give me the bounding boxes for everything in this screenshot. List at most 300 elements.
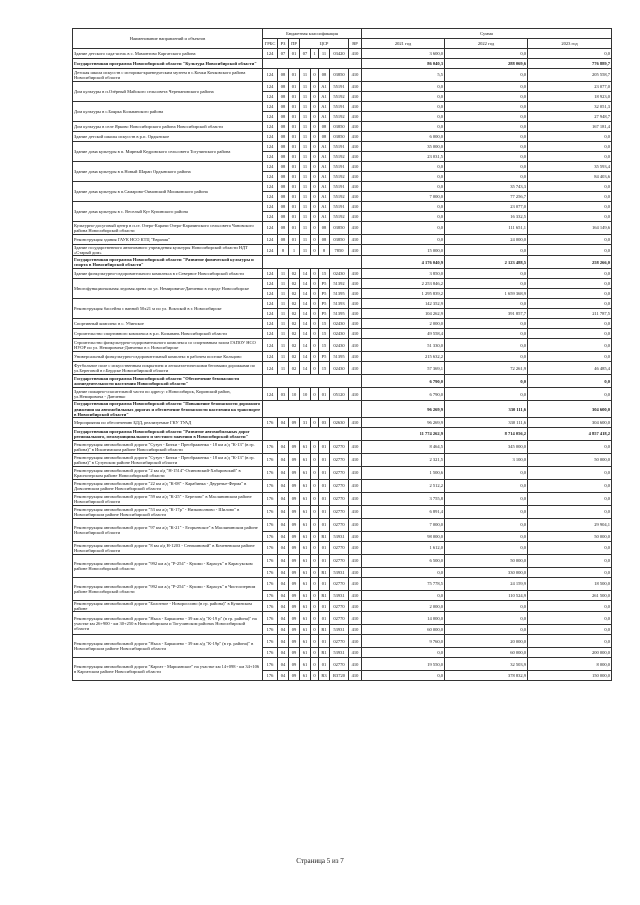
vr-cell: 410 bbox=[349, 339, 362, 352]
table-row bbox=[73, 542, 612, 555]
sum-2021-cell: 0,0 bbox=[362, 568, 445, 578]
grbs-cell: 176 bbox=[263, 658, 278, 671]
object-name: Многофункциональная ледовая арена по ул. Немировича-Данченко в городе Новосибирске bbox=[73, 279, 263, 299]
table-row bbox=[73, 245, 612, 256]
vr-cell: 410 bbox=[349, 202, 362, 212]
csr-part-cell: 01 bbox=[319, 493, 330, 506]
sum-2021-cell: 57 369,1 bbox=[362, 362, 445, 375]
grbs-cell: 176 bbox=[263, 648, 278, 658]
csr-part-cell: 55191 bbox=[330, 142, 349, 152]
sum-2022-cell: 0,0 bbox=[445, 339, 528, 352]
vr-cell: 410 bbox=[349, 658, 362, 671]
sum-2021-cell: 1 295 839,2 bbox=[362, 289, 445, 299]
sum-2021-cell: 6 000,0 bbox=[362, 132, 445, 142]
csr-part-cell: A1 bbox=[319, 142, 330, 152]
csr-part-cell: 0 bbox=[311, 648, 319, 658]
sum-2023-cell: 27 948,7 bbox=[528, 112, 612, 122]
sum-2023-cell: 0,0 bbox=[528, 192, 612, 202]
vr-cell: 410 bbox=[349, 555, 362, 568]
grbs-cell: 176 bbox=[263, 493, 278, 506]
object-name: Здание государственного автономного учреждения культуры Новосибирской области НДТ «Старый дом» bbox=[73, 245, 263, 256]
sum-2021-cell: 6 790,0 bbox=[362, 375, 445, 388]
vr-cell: 410 bbox=[349, 648, 362, 658]
object-name: Мероприятия по обеспечению БДД, реализуемые ГКУ ТУАД bbox=[73, 418, 263, 428]
sum-2023-cell: 0,0 bbox=[528, 493, 612, 506]
csr-part-cell: 53931 bbox=[330, 648, 349, 658]
grbs-cell: 176 bbox=[263, 519, 278, 532]
object-name: Реконструкция бассейна с ванной 50х21 м по ул. Вокзской в г. Новосибирске bbox=[73, 299, 263, 319]
vr-cell: 410 bbox=[349, 132, 362, 142]
sum-2021-cell: 4 176 040,9 bbox=[362, 256, 445, 269]
vr-cell: 410 bbox=[349, 601, 362, 612]
object-name: Реконструкция автомобильной дороги "Ныса - Барышево - 39 км а/д "К-19р" (в гр. района)" в Новосибирском районе Новосибирской области bbox=[73, 635, 263, 658]
csr-part-cell: 55192 bbox=[330, 212, 349, 222]
csr-part-cell: 55192 bbox=[330, 112, 349, 122]
csr-part-cell: P5 bbox=[319, 289, 330, 299]
table-row bbox=[73, 612, 612, 625]
rz-cell: 04 bbox=[278, 578, 289, 591]
csr-part-cell: 11 bbox=[300, 152, 311, 162]
vr-cell: 410 bbox=[349, 454, 362, 467]
csr-part-cell: R3720 bbox=[330, 671, 349, 681]
csr-part-cell: 51395 bbox=[330, 352, 349, 362]
object-name: Дом культуры в п.Озёрный Майского сельсовета Черепановского района bbox=[73, 82, 263, 102]
csr-part-cell: 08 bbox=[319, 122, 330, 132]
vr-cell: 410 bbox=[349, 319, 362, 329]
pr-cell: 09 bbox=[289, 418, 300, 428]
grbs-cell: 176 bbox=[263, 542, 278, 555]
pr-cell: 02 bbox=[289, 329, 300, 339]
object-name: Государственная программа Новосибирской области "Обеспечение безопасности жизнедеятельности населения Новосибирской области" bbox=[73, 375, 263, 388]
sum-2023-cell: 0,0 bbox=[528, 269, 612, 279]
rz-cell: 08 bbox=[278, 172, 289, 182]
object-name: Здание пожарно-спасательной части по адресу: г.Новосибирск, Кировский район, ул.Немировича - Данченко bbox=[73, 388, 263, 401]
sum-2021-cell: 0,0 bbox=[362, 202, 445, 212]
rz-cell: 04 bbox=[278, 591, 289, 601]
sum-2022-cell: 0,0 bbox=[445, 480, 528, 493]
empty-class-cell bbox=[263, 428, 362, 441]
csr-part-cell: 55191 bbox=[330, 102, 349, 112]
object-name: Здание физкультурно-оздоровительного комплекса в г.Северное Новосибирской области bbox=[73, 269, 263, 279]
sum-2021-cell: 60 000,0 bbox=[362, 625, 445, 635]
sum-2023-cell: 4 857 418,2 bbox=[528, 428, 612, 441]
rz-cell: 04 bbox=[278, 454, 289, 467]
sum-2023-cell: 0,0 bbox=[528, 202, 612, 212]
csr-part-cell: 61 bbox=[300, 467, 311, 480]
sum-2023-cell: 0,0 bbox=[528, 601, 612, 612]
rz-cell: 08 bbox=[278, 222, 289, 235]
object-name: Здание дома культуры в п. Мирный Кедровского сельсовета Тогучинского района bbox=[73, 142, 263, 162]
sum-2022-cell: 60 000,0 bbox=[445, 648, 528, 658]
csr-part-cell: 02770 bbox=[330, 519, 349, 532]
rz-cell: 04 bbox=[278, 506, 289, 519]
sum-2021-cell: 3 755,8 bbox=[362, 493, 445, 506]
csr-part-cell: 55191 bbox=[330, 162, 349, 172]
object-name: Строительство физкультурно-оздоровительного комплекса со спортивным залом ГАПОУ НСО НУОР по ул. Немировича-Данченко в г. Новосибирске bbox=[73, 339, 263, 352]
table-row bbox=[73, 49, 612, 59]
sum-2022-cell: 0,0 bbox=[445, 388, 528, 401]
sum-2022-cell: 391 857,7 bbox=[445, 309, 528, 319]
sum-2022-cell: 330 000,0 bbox=[445, 568, 528, 578]
pr-cell: 01 bbox=[289, 235, 300, 245]
sum-2022-cell: 0,0 bbox=[445, 92, 528, 102]
csr-part-cell: 03850 bbox=[330, 122, 349, 132]
grbs-cell: 124 bbox=[263, 152, 278, 162]
csr-part-cell: 11 bbox=[300, 102, 311, 112]
sum-2023-cell: 0,0 bbox=[528, 388, 612, 401]
sum-2023-cell: 0,0 bbox=[528, 375, 612, 388]
sum-2022-cell: 23 077,0 bbox=[445, 202, 528, 212]
rz-cell: 11 bbox=[278, 319, 289, 329]
rz-cell: 11 bbox=[278, 362, 289, 375]
sum-2023-cell: 0,0 bbox=[528, 352, 612, 362]
csr-part-cell: 03420 bbox=[330, 49, 349, 59]
rz-cell: 04 bbox=[278, 441, 289, 454]
rz-cell: 11 bbox=[278, 309, 289, 319]
object-name: Футбольное поле с искусственным покрытием и легкоатлетическими беговыми дорожками по ул.Береговой в г.Бердске Новосибирской области bbox=[73, 362, 263, 375]
csr-part-cell: 0 bbox=[311, 222, 319, 235]
table-row bbox=[73, 102, 612, 112]
csr-part-cell: A1 bbox=[319, 92, 330, 102]
sum-2022-cell: 2 123 488,5 bbox=[445, 256, 528, 269]
sum-2021-cell: 3 600,0 bbox=[362, 49, 445, 59]
grbs-cell: 124 bbox=[263, 352, 278, 362]
csr-part-cell: 11 bbox=[300, 82, 311, 92]
csr-part-cell: 03 bbox=[319, 418, 330, 428]
object-name: Реконструкция автомобильной дороги "Сузун - Битки - Преображенка - 18 км а/д "К-13" (в гр. района)" в Сузунском районе Новосибирской области bbox=[73, 454, 263, 467]
rz-cell: 8 bbox=[278, 245, 289, 256]
rz-cell: 08 bbox=[278, 82, 289, 92]
sum-2022-cell: 0,0 bbox=[445, 467, 528, 480]
sum-2023-cell: 304 600,0 bbox=[528, 418, 612, 428]
sum-2022-cell: 8 714 056,2 bbox=[445, 428, 528, 441]
sum-2023-cell: 84 403,6 bbox=[528, 172, 612, 182]
sum-2022-cell: 110 524,9 bbox=[445, 591, 528, 601]
sum-2023-cell: 0,0 bbox=[528, 339, 612, 352]
csr-part-cell: 15 bbox=[319, 319, 330, 329]
csr-part-cell: 01 bbox=[319, 467, 330, 480]
object-name: Строительство спортивного комплекса в р.п. Колывань Новосибирской области bbox=[73, 329, 263, 339]
csr-part-cell: 0 bbox=[311, 454, 319, 467]
rz-cell: 08 bbox=[278, 132, 289, 142]
sum-2021-cell: 0,0 bbox=[362, 162, 445, 172]
csr-part-cell: 0 bbox=[311, 362, 319, 375]
sum-2021-cell: 1 500,6 bbox=[362, 467, 445, 480]
sum-2021-cell: 7 000,0 bbox=[362, 192, 445, 202]
sum-2021-cell: 96 269,9 bbox=[362, 401, 445, 418]
table-row bbox=[73, 555, 612, 568]
csr-part-cell: 11 bbox=[300, 182, 311, 192]
table-row bbox=[73, 493, 612, 506]
csr-part-cell: 61 bbox=[300, 612, 311, 625]
sum-2021-cell: 0,0 bbox=[362, 222, 445, 235]
object-name: Детская школа искусств с историко-краеведческим музеем в с.Кочки Кочковского района Новосибирской области bbox=[73, 69, 263, 82]
sum-2022-cell: 345 000,0 bbox=[445, 441, 528, 454]
pr-cell: 01 bbox=[289, 112, 300, 122]
rz-cell: 08 bbox=[278, 212, 289, 222]
sum-2023-cell: 0,0 bbox=[528, 142, 612, 152]
csr-part-cell: 61 bbox=[300, 493, 311, 506]
sum-2021-cell: 0,0 bbox=[362, 102, 445, 112]
object-name: Государственная программа Новосибирской области "Развитие автомобильных дорог регионального, межмуниципального и местного значения в Новосибирской области" bbox=[73, 428, 263, 441]
table-row bbox=[73, 132, 612, 142]
vr-cell: 410 bbox=[349, 612, 362, 625]
grbs-cell: 124 bbox=[263, 92, 278, 102]
rz-header: РЗ bbox=[278, 39, 289, 49]
vr-cell: 410 bbox=[349, 192, 362, 202]
table-row bbox=[73, 299, 612, 309]
csr-part-cell: 02770 bbox=[330, 506, 349, 519]
vr-header: ВР bbox=[349, 39, 362, 49]
csr-part-cell: R1 bbox=[319, 648, 330, 658]
csr-part-cell: 02770 bbox=[330, 601, 349, 612]
grbs-cell: 124 bbox=[263, 102, 278, 112]
csr-part-cell: 0 bbox=[311, 212, 319, 222]
pr-cell: 02 bbox=[289, 279, 300, 289]
pr-cell: 02 bbox=[289, 352, 300, 362]
csr-part-cell: 0 bbox=[311, 388, 319, 401]
csr-part-cell: 0 bbox=[311, 532, 319, 542]
object-name: Здание дома культуры в п.Новый Шарап Ордынского района bbox=[73, 162, 263, 182]
csr-part-cell: 0 bbox=[311, 658, 319, 671]
pr-cell: 09 bbox=[289, 441, 300, 454]
sum-2023-cell: 0,0 bbox=[528, 542, 612, 555]
csr-part-cell: 61 bbox=[300, 625, 311, 635]
pr-cell: 09 bbox=[289, 568, 300, 578]
empty-class-cell bbox=[263, 375, 362, 388]
object-name: Спортивный комплекс в с. Убинское bbox=[73, 319, 263, 329]
pr-cell: 09 bbox=[289, 625, 300, 635]
vr-cell: 410 bbox=[349, 329, 362, 339]
program-row bbox=[73, 59, 612, 69]
sum-2022-cell: 0,0 bbox=[445, 299, 528, 309]
sum-2021-cell: 0,0 bbox=[362, 671, 445, 681]
pr-cell: 01 bbox=[289, 172, 300, 182]
grbs-header: ГРБС bbox=[263, 39, 278, 49]
vr-cell: 410 bbox=[349, 235, 362, 245]
csr-part-cell: 53931 bbox=[330, 532, 349, 542]
sum-2023-cell: 164 149,6 bbox=[528, 222, 612, 235]
pr-cell: 1 bbox=[289, 245, 300, 256]
rz-cell: 04 bbox=[278, 555, 289, 568]
object-name: Государственная программа Новосибирской области "Культура Новосибирской области" bbox=[73, 59, 263, 69]
sum-2023-cell: 0,0 bbox=[528, 441, 612, 454]
table-row bbox=[73, 202, 612, 212]
grbs-cell: 176 bbox=[263, 612, 278, 625]
sum-2023-cell: 0,0 bbox=[528, 506, 612, 519]
sum-2023-cell: 0,0 bbox=[528, 299, 612, 309]
grbs-cell: 124 bbox=[263, 69, 278, 82]
sum-2022-cell: 0,0 bbox=[445, 601, 528, 612]
pr-cell: 09 bbox=[289, 532, 300, 542]
csr-part-cell: 02770 bbox=[330, 441, 349, 454]
csr-part-cell: 01 bbox=[319, 519, 330, 532]
sum-2022-cell: 50 000,0 bbox=[445, 555, 528, 568]
grbs-cell: 176 bbox=[263, 441, 278, 454]
vr-cell: 410 bbox=[349, 671, 362, 681]
sum-2023-cell: 0,0 bbox=[528, 235, 612, 245]
rz-cell: 04 bbox=[278, 542, 289, 555]
sum-2023-cell: 0,0 bbox=[528, 555, 612, 568]
rz-cell: 11 bbox=[278, 299, 289, 309]
csr-part-cell: 0 bbox=[311, 235, 319, 245]
rz-cell: 04 bbox=[278, 635, 289, 648]
csr-part-cell: A1 bbox=[319, 202, 330, 212]
sum-2022-cell: 0,0 bbox=[445, 49, 528, 59]
csr-part-cell: A1 bbox=[319, 162, 330, 172]
csr-part-cell: R1 bbox=[319, 591, 330, 601]
rz-cell: 08 bbox=[278, 192, 289, 202]
object-name: Здание детского сада-ясель в с. Мамонтово Каргатского района bbox=[73, 49, 263, 59]
pr-cell: 02 bbox=[289, 299, 300, 309]
rz-cell: 08 bbox=[278, 142, 289, 152]
pr-cell: 02 bbox=[289, 309, 300, 319]
vr-cell: 410 bbox=[349, 182, 362, 192]
sum-2021-cell: 2 512,2 bbox=[362, 480, 445, 493]
csr-part-cell: 0 bbox=[311, 172, 319, 182]
grbs-cell: 176 bbox=[263, 480, 278, 493]
sum-2021-cell: 0,0 bbox=[362, 591, 445, 601]
csr-part-cell: 02430 bbox=[330, 329, 349, 339]
sum-2021-cell: 0,0 bbox=[362, 182, 445, 192]
csr-part-cell: 0 bbox=[311, 612, 319, 625]
vr-cell: 410 bbox=[349, 92, 362, 102]
pr-cell: 01 bbox=[289, 82, 300, 92]
pr-cell: 09 bbox=[289, 506, 300, 519]
pr-cell: 09 bbox=[289, 591, 300, 601]
csr-part-cell: 55191 bbox=[330, 182, 349, 192]
vr-cell: 410 bbox=[349, 289, 362, 299]
csr-part-cell: 0 bbox=[311, 245, 319, 256]
pr-cell: 10 bbox=[289, 388, 300, 401]
csr-part-cell: 02770 bbox=[330, 578, 349, 591]
csr-part-cell: 11 bbox=[300, 112, 311, 122]
csr-part-cell: 11 bbox=[300, 69, 311, 82]
rz-cell: 11 bbox=[278, 269, 289, 279]
csr-part-cell: 01 bbox=[319, 506, 330, 519]
table-row bbox=[73, 329, 612, 339]
csr-part-cell: 0 bbox=[311, 309, 319, 319]
vr-cell: 410 bbox=[349, 112, 362, 122]
sum-2022-cell: 0,0 bbox=[445, 519, 528, 532]
sum-2022-cell: 0,0 bbox=[445, 152, 528, 162]
csr-part-cell: 02630 bbox=[330, 418, 349, 428]
csr-part-cell: 0 bbox=[311, 418, 319, 428]
vr-cell: 410 bbox=[349, 591, 362, 601]
vr-cell: 410 bbox=[349, 212, 362, 222]
sum-2022-cell: 111 651,1 bbox=[445, 222, 528, 235]
pr-cell: 01 bbox=[289, 122, 300, 132]
table-row bbox=[73, 82, 612, 92]
sum-2022-cell: 0,0 bbox=[445, 319, 528, 329]
vr-cell: 410 bbox=[349, 245, 362, 256]
page-number: Страница 5 из 7 bbox=[296, 857, 344, 865]
pr-cell: 09 bbox=[289, 542, 300, 555]
grbs-cell: 176 bbox=[263, 601, 278, 612]
sum-2022-cell: 77 256,7 bbox=[445, 192, 528, 202]
csr-part-cell: 55192 bbox=[330, 152, 349, 162]
pr-cell: 01 bbox=[289, 132, 300, 142]
table-row bbox=[73, 352, 612, 362]
object-name: Государственная программа Новосибирской области "Развитие физической культуры и спорта в Новосибирской области" bbox=[73, 256, 263, 269]
grbs-cell: 124 bbox=[263, 309, 278, 319]
sum-2021-cell: 5,5 bbox=[362, 69, 445, 82]
object-name: Реконструкция автомобильной дороги "59 км а/д "К-25" - Березово" в Маслянинском районе Новосибирской области bbox=[73, 493, 263, 506]
sum-2023-cell: 0,0 bbox=[528, 625, 612, 635]
csr-part-cell: 0 bbox=[311, 102, 319, 112]
rz-cell: 08 bbox=[278, 235, 289, 245]
object-name: Реконструкция автомобильной дороги "992 км а/д "Р-254" - Кушмо - Карасук" в Карасукском районе Новосибирской области bbox=[73, 555, 263, 578]
csr-part-cell: 0 bbox=[311, 591, 319, 601]
csr-part-cell: 07 bbox=[300, 49, 311, 59]
sum-2022-cell: 3 100,0 bbox=[445, 454, 528, 467]
pr-cell: 01 bbox=[289, 69, 300, 82]
object-name: Здание дома культуры в п.Самарово-Оямовский Мошковского района bbox=[73, 182, 263, 202]
csr-part-cell: 0 bbox=[311, 69, 319, 82]
sum-2023-cell: 0,0 bbox=[528, 182, 612, 192]
grbs-cell: 124 bbox=[263, 172, 278, 182]
csr-part-cell: 61 bbox=[300, 671, 311, 681]
csr-part-cell: 11 bbox=[300, 162, 311, 172]
csr-part-cell: A1 bbox=[319, 212, 330, 222]
pr-cell: 01 bbox=[289, 222, 300, 235]
csr-part-cell: A1 bbox=[319, 82, 330, 92]
table-row bbox=[73, 467, 612, 480]
csr-part-cell: 0 bbox=[311, 182, 319, 192]
vr-cell: 410 bbox=[349, 519, 362, 532]
grbs-cell: 176 bbox=[263, 467, 278, 480]
csr-part-cell: 02770 bbox=[330, 467, 349, 480]
csr-part-cell: A1 bbox=[319, 102, 330, 112]
csr-part-cell: 0 bbox=[311, 635, 319, 648]
sum-2022-cell: 0,0 bbox=[445, 162, 528, 172]
grbs-cell: 176 bbox=[263, 454, 278, 467]
vr-cell: 410 bbox=[349, 82, 362, 92]
rz-cell: 07 bbox=[278, 49, 289, 59]
pr-cell: 09 bbox=[289, 519, 300, 532]
object-name: Реконструкция автомобильной дороги "53 км а/д "К-17р" - Низковолново - Шилово" в Новосибирском районе Новосибирской области bbox=[73, 506, 263, 519]
csr-part-cell: 0 bbox=[311, 319, 319, 329]
sum-2023-cell: 0,0 bbox=[528, 568, 612, 578]
grbs-cell: 124 bbox=[263, 192, 278, 202]
csr-part-cell: 15 bbox=[319, 329, 330, 339]
col-name-header: Наименование направлений и объектов bbox=[73, 29, 263, 49]
sum-2021-cell: 14 000,0 bbox=[362, 612, 445, 625]
csr-part-cell: P5 bbox=[319, 309, 330, 319]
pr-cell: 01 bbox=[289, 162, 300, 172]
csr-part-cell: 02430 bbox=[330, 319, 349, 329]
csr-part-cell: 11 bbox=[319, 49, 330, 59]
sum-2023-cell: 50 000,0 bbox=[528, 454, 612, 467]
csr-part-cell: 61 bbox=[300, 542, 311, 555]
sum-2022-cell: 0,0 bbox=[445, 352, 528, 362]
csr-part-cell: 02430 bbox=[330, 362, 349, 375]
rz-cell: 04 bbox=[278, 418, 289, 428]
rz-cell: 03 bbox=[278, 388, 289, 401]
csr-part-cell: 15 bbox=[319, 362, 330, 375]
csr-part-cell: 01 bbox=[319, 555, 330, 568]
year-2021-header: 2021 год bbox=[362, 39, 445, 49]
object-name: Реконструкция автомобильной дороги "Каргат - Маршанское" на участке км 14+098 - км 34+106 в Каргатском районе Новосибирской области bbox=[73, 658, 263, 681]
sum-2021-cell: 142 352,9 bbox=[362, 299, 445, 309]
sum-2023-cell: 0,0 bbox=[528, 319, 612, 329]
sum-2021-cell: 19 550,0 bbox=[362, 658, 445, 671]
csr-part-cell: 55192 bbox=[330, 192, 349, 202]
csr-part-cell: 08 bbox=[319, 235, 330, 245]
grbs-cell: 124 bbox=[263, 82, 278, 92]
sum-2022-cell: 16 332,5 bbox=[445, 212, 528, 222]
csr-part-cell: 02770 bbox=[330, 454, 349, 467]
